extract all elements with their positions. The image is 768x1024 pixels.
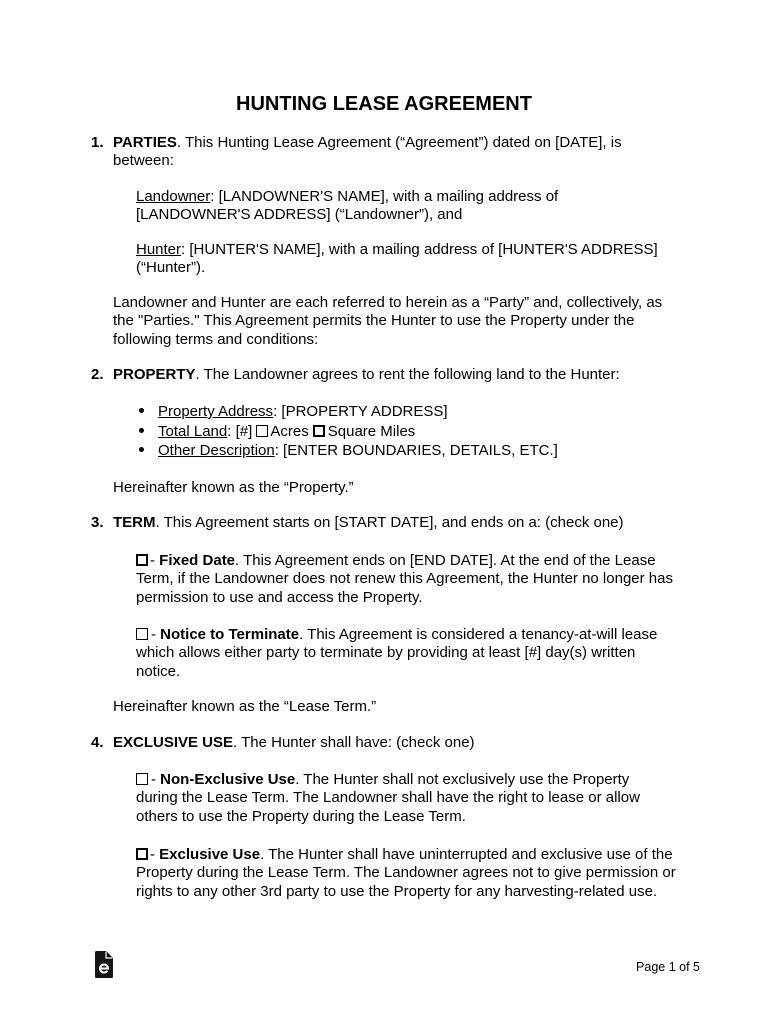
option-text-line: notice. bbox=[136, 662, 181, 680]
option-line bbox=[136, 552, 673, 570]
paragraph-line: Landowner and Hunter are each referred to herein as a “Party” and, collectively, as bbox=[113, 294, 663, 311]
section-heading: EXCLUSIVE USE bbox=[113, 734, 234, 751]
use-option-exclusive bbox=[136, 846, 676, 901]
list-item-label: Total Land bbox=[158, 422, 228, 440]
option-label: Exclusive Use bbox=[159, 846, 261, 863]
party-landowner bbox=[136, 188, 558, 225]
section-heading: TERM bbox=[113, 514, 156, 531]
party-line bbox=[136, 188, 558, 206]
party-text: : [LANDOWNER'S NAME], with a mailing address of bbox=[210, 188, 559, 205]
list-item-text: : [ENTER BOUNDARIES, DETAILS, ETC.] bbox=[274, 442, 558, 460]
option-label: Notice to Terminate bbox=[160, 626, 300, 643]
section-parties bbox=[91, 134, 622, 171]
term-option-notice-to-terminate bbox=[136, 626, 657, 681]
page-number: Page 1 of 5 bbox=[636, 960, 700, 974]
section-number: 2. bbox=[91, 366, 104, 383]
section-number: 4. bbox=[91, 734, 104, 751]
section-number: 3. bbox=[91, 514, 104, 531]
parties-summary bbox=[113, 294, 662, 349]
option-text-line: which allows either party to terminate by providing at least [#] day(s) written bbox=[136, 644, 636, 662]
option-line bbox=[136, 771, 640, 789]
section-property bbox=[91, 366, 620, 384]
checkbox-label: Acres bbox=[270, 422, 309, 440]
section-heading: PARTIES bbox=[113, 134, 177, 151]
section-text-line: between: bbox=[113, 152, 174, 170]
option-text-line: permission to use and access the Property. bbox=[136, 588, 423, 606]
list-item bbox=[136, 422, 558, 442]
property-details-list bbox=[136, 402, 558, 461]
checkbox bbox=[136, 628, 148, 640]
checkbox-label: Square Miles bbox=[327, 422, 416, 440]
checkbox bbox=[136, 773, 148, 785]
option-label: Fixed Date bbox=[159, 552, 236, 569]
checkbox bbox=[136, 554, 148, 566]
party-text: : [HUNTER'S NAME], with a mailing address of [HUNTER'S ADDRESS] bbox=[181, 241, 658, 258]
party-line bbox=[136, 241, 658, 259]
party-label: Landowner bbox=[136, 188, 211, 205]
property-closing bbox=[113, 479, 354, 497]
term-option-fixed-date bbox=[136, 552, 673, 607]
eforms-logo-icon bbox=[95, 951, 113, 978]
section-line bbox=[91, 514, 624, 532]
option-text: . The Hunter shall not exclusively use the Property bbox=[295, 771, 630, 788]
option-line bbox=[136, 626, 657, 644]
option-line bbox=[136, 846, 676, 864]
option-marker: - bbox=[150, 846, 160, 863]
list-item-label: Property Address bbox=[158, 403, 274, 420]
party-hunter bbox=[136, 241, 658, 278]
party-text-line: (“Hunter”). bbox=[136, 259, 206, 277]
paragraph-line: the "Parties." This Agreement permits the Hunter to use the Property under the bbox=[113, 312, 635, 330]
paragraph-line: following terms and conditions: bbox=[113, 330, 319, 348]
section-line bbox=[91, 734, 475, 752]
checkbox-square-miles bbox=[313, 425, 325, 437]
section-term bbox=[91, 514, 624, 532]
section-heading: PROPERTY bbox=[113, 366, 196, 383]
use-option-non-exclusive bbox=[136, 771, 640, 826]
bullet-icon bbox=[136, 426, 158, 436]
option-text-line: rights to any other 3rd party to use the Property for any harvesting-related use. bbox=[136, 882, 658, 900]
option-text: . This Agreement is considered a tenancy-at-will lease bbox=[299, 626, 658, 643]
party-text-line: [LANDOWNER'S ADDRESS] (“Landowner”), and bbox=[136, 206, 463, 224]
bullet-icon bbox=[136, 406, 158, 416]
option-label: Non-Exclusive Use bbox=[160, 771, 296, 788]
bullet-icon bbox=[136, 445, 158, 455]
list-item-label: Other Description bbox=[158, 442, 275, 460]
list-item-text: : [#] bbox=[227, 422, 257, 440]
list-item bbox=[136, 441, 558, 461]
section-number: 1. bbox=[91, 134, 104, 151]
paragraph-line: Hereinafter known as the “Property.” bbox=[113, 479, 354, 496]
option-text-line: others to use the Property during the Lease Term. bbox=[136, 807, 466, 825]
option-marker: - bbox=[151, 771, 161, 788]
option-marker: - bbox=[150, 552, 160, 569]
option-text: . The Hunter shall have uninterrupted and exclusive use of the bbox=[260, 846, 673, 863]
section-text: . This Agreement starts on [START DATE], and ends on a: (check one) bbox=[155, 514, 624, 531]
section-text: . The Landowner agrees to rent the following land to the Hunter: bbox=[195, 366, 620, 383]
section-text: . The Hunter shall have: (check one) bbox=[233, 734, 475, 751]
list-item bbox=[136, 402, 558, 422]
option-text-line: Term, if the Landowner does not renew this Agreement, the Hunter no longer has bbox=[136, 570, 673, 588]
checkbox-acres bbox=[256, 425, 268, 437]
option-text-line: Property during the Lease Term. The Landowner agrees not to give permission or bbox=[136, 864, 676, 882]
option-text: . This Agreement ends on [END DATE]. At the end of the Lease bbox=[235, 552, 656, 569]
section-line bbox=[91, 366, 620, 384]
section-line bbox=[91, 134, 622, 152]
option-marker: - bbox=[151, 626, 161, 643]
paragraph-line: Hereinafter known as the “Lease Term.” bbox=[113, 698, 377, 715]
term-closing bbox=[113, 698, 376, 716]
section-text: . This Hunting Lease Agreement (“Agreement”) dated on [DATE], is bbox=[176, 134, 622, 151]
party-label: Hunter bbox=[136, 241, 182, 258]
option-text-line: during the Lease Term. The Landowner shall have the right to lease or allow bbox=[136, 789, 640, 807]
section-exclusive-use bbox=[91, 734, 475, 752]
checkbox bbox=[136, 848, 148, 860]
list-item-text: : [PROPERTY ADDRESS] bbox=[273, 403, 448, 420]
document-title: HUNTING LEASE AGREEMENT bbox=[236, 93, 532, 115]
